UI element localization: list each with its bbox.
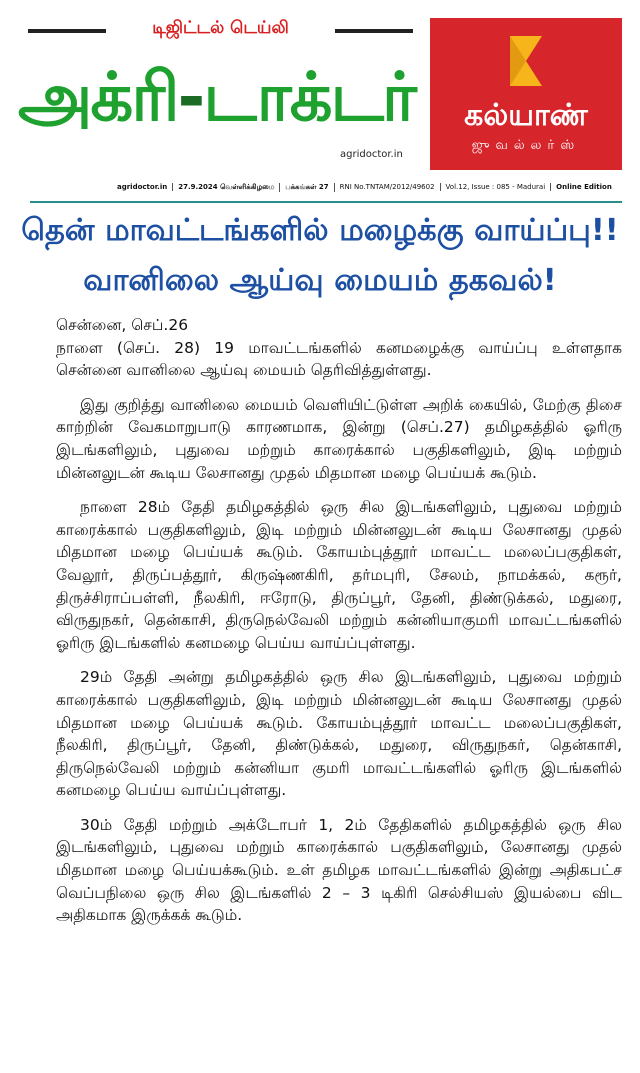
info-rni: RNI No.TNTAM/2012/49602 [335, 183, 441, 191]
logo-hyphen: - [177, 58, 204, 136]
tagline-rule-right [335, 29, 413, 33]
sponsor-brand: கல்யாண் [464, 98, 588, 133]
info-date: 27.9.2024 வெள்ளிக்கிழமை [173, 183, 280, 192]
headline-line1: தென் மாவட்டங்களில் மழைக்கு வாய்ப்பு!! [21, 213, 619, 248]
masthead [0, 0, 640, 200]
article-dateline: சென்னை, செப்.26 [56, 316, 189, 334]
article-paragraph-2: இது குறித்து வானிலை மையம் வெளியிட்டுள்ள அறிக் கையில், மேற்கு திசை காற்றின் வேகமாறுபாடு காரணமாக, இன்று (செப்.27) தமிழகத்தில் ஓரிரு இடங்களிலும், புதுவை மற்றும் காரைக்கால் பகுதிகளிலும், இடி மற்றும் மின்னலுடன் கூடிய லேசானது முதல் மிதமான மழை பெய்யக் கூடும். [56, 395, 622, 482]
sponsor-ad[interactable] [430, 18, 622, 170]
sponsor-subtitle: ஜுவல்லர்ஸ் [471, 138, 581, 153]
logo-part2: டாக்டர் [203, 58, 415, 136]
article-paragraph-3: நாளை 28ம் தேதி தமிழகத்தில் ஒரு சில இடங்களிலும், புதுவை மற்றும் காரைக்கால் பகுதிகளிலும், இடி மற்றும் மின்னலுடன் கூடிய லேசானது முதல் மிதமான மழை பெய்யக் கூடும். கோயம்புத்தூர் மாவட்ட மலைப்பகுதிகள், வேலூர், திருப்பத்தூர், கிருஷ்ணகிரி, தர்மபுரி, சேலம், நாமக்கல், கரூர், திருச்சிராப்பள்ளி, நீலகிரி, ஈரோடு, திருப்பூர், தேனி, திண்டுக்கல், மதுரை, விருதுநகர், தென்காசி, திருநெல்வேலி மற்றும் கன்னியாகுமரி மாவட்டங்களில் ஓரிரு இடங்களில் கனமழை பெய்ய வாய்ப்புள்ளது. [56, 498, 622, 652]
info-edition: Online Edition [556, 183, 612, 191]
article-headline [20, 206, 620, 306]
article-body [56, 314, 622, 927]
sponsor-logo-icon [500, 32, 552, 90]
info-pages: பக்கங்கள் 27 [280, 183, 334, 192]
masthead-site-url: agridoctor.in [340, 149, 403, 160]
masthead-tagline-row [28, 20, 413, 42]
article-paragraph-4: 29ம் தேதி அன்று தமிழகத்தில் ஒரு சில இடங்களிலும், புதுவை மற்றும் காரைக்கால் பகுதிகளிலும், இடி மற்றும் மின்னலுடன் கூடிய லேசானது முதல் மிதமான மழை பெய்யக் கூடும். கோயம்புத்தூர் மாவட்ட மலைப்பகுதிகள், நீலகிரி, திருப்பூர், தேனி, திண்டுக்கல், மதுரை, விருதுநகர், தென்காசி, திருநெல்வேலி மற்றும் கன்னியா குமரி மாவட்டங்களில் ஓரிரு இடங்களில் கனமழை பெய்ய வாய்ப்புள்ளது. [56, 668, 622, 800]
article-paragraph-1: நாளை (செப். 28) 19 மாவட்டங்களில் கனமழைக்கு வாய்ப்பு உள்ளதாக சென்னை வானிலை ஆய்வு மையம் தெரிவித்துள்ளது. [56, 338, 622, 380]
masthead-divider [30, 201, 622, 203]
info-issue: Vol.12, Issue : 085 - Madurai [441, 183, 552, 191]
issue-info-bar [112, 179, 617, 195]
info-site: agridoctor.in [112, 183, 173, 191]
logo-part1: அக்ரி [18, 58, 178, 136]
masthead-logo [18, 48, 418, 146]
article-paragraph-5: 30ம் தேதி மற்றும் அக்டோபர் 1, 2ம் தேதிகளில் தமிழகத்தில் ஒரு சில இடங்களிலும், புதுவை மற்றும் காரைக்கால் பகுதிகளிலும், லேசானது முதல் மிதமான மழை பெய்யக்கூடும். உள் தமிழக மாவட்டங்களில் இன்று அதிகபட்ச வெப்பநிலை ஒரு சில இடங்களில் 2 – 3 டிகிரி செல்சியஸ் இயல்பை விட அதிகமாக இருக்கக் கூடும். [56, 815, 622, 925]
headline-line2: வானிலை ஆய்வு மையம் தகவல்! [83, 263, 557, 298]
masthead-tagline: டிஜிட்டல் டெய்லி [152, 18, 289, 38]
